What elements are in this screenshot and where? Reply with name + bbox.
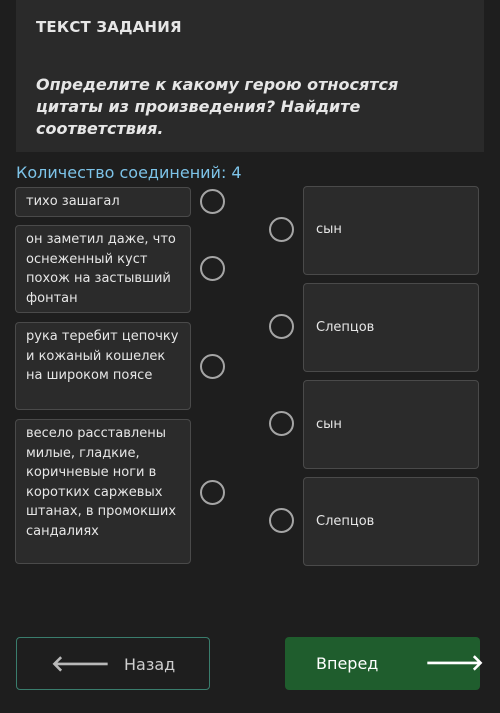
left-item-2[interactable]: он заметил даже, что оснеженный куст похож на застывший фонтан: [15, 225, 191, 313]
back-button-label: Назад: [124, 655, 176, 674]
left-item-3[interactable]: рука теребит цепочку и кожаный кошелек на широком поясе: [15, 322, 191, 410]
right-item-4[interactable]: Слепцов: [303, 477, 479, 566]
right-radio-2[interactable]: [269, 314, 294, 339]
right-item-1[interactable]: сын: [303, 186, 479, 275]
left-radio-3[interactable]: [200, 354, 225, 379]
left-radio-2[interactable]: [200, 256, 225, 281]
left-item-4[interactable]: весело расставлены милые, гладкие, коричневые ноги в коротких саржевых штанах, в промокших сандалиях: [15, 419, 191, 564]
task-header: ТЕКСТ ЗАДАНИЯ: [36, 18, 182, 36]
arrow-right-icon: 🡒: [425, 651, 484, 676]
right-item-2[interactable]: Слепцов: [303, 283, 479, 372]
connection-count: Количество соединений: 4: [16, 163, 242, 182]
left-radio-1[interactable]: [200, 189, 225, 214]
arrow-left-icon: 🡐: [51, 652, 110, 677]
right-radio-3[interactable]: [269, 411, 294, 436]
right-radio-1[interactable]: [269, 217, 294, 242]
back-button[interactable]: [16, 637, 210, 690]
task-question: Определите к какому герою относятся цитаты из произведения? Найдите соответствия.: [36, 75, 399, 138]
left-item-1[interactable]: тихо зашагал: [15, 187, 191, 217]
task-card: [16, 0, 484, 152]
next-button-label: Вперед: [316, 654, 379, 673]
right-radio-4[interactable]: [269, 508, 294, 533]
next-button[interactable]: [285, 637, 484, 690]
left-radio-4[interactable]: [200, 480, 225, 505]
right-item-3[interactable]: сын: [303, 380, 479, 469]
